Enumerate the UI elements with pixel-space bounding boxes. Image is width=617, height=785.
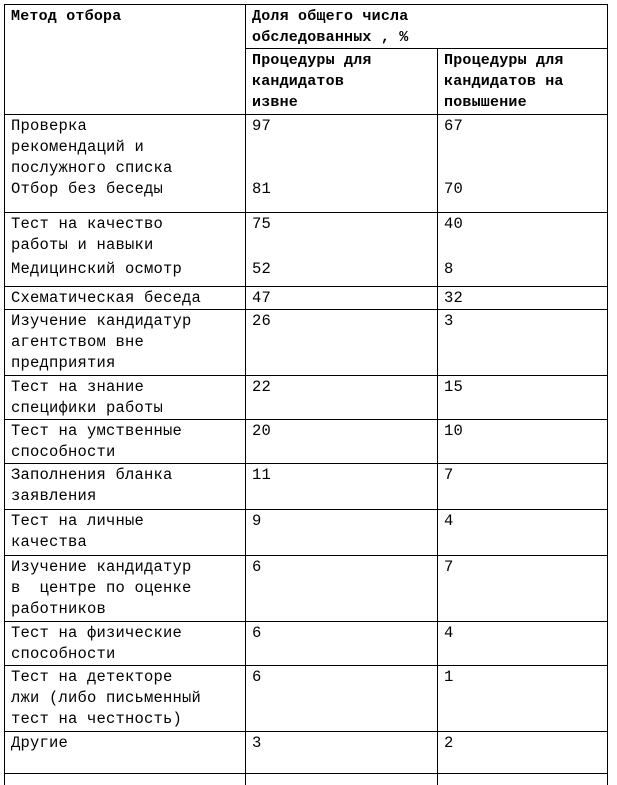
- promotion-value-cell: [438, 622, 608, 666]
- external-value: 75: [252, 215, 272, 233]
- method-text: Изучение кандидатур: [11, 312, 192, 330]
- promotion-value-cell: [438, 464, 608, 510]
- method-text: специфики работы: [11, 399, 164, 417]
- promotion-value-cell: [438, 666, 608, 732]
- table-row: [5, 556, 608, 622]
- external-value: 97: [252, 117, 272, 135]
- promotion-value: 15: [444, 378, 464, 396]
- promotion-value-cell: [438, 376, 608, 420]
- header-share: [246, 5, 608, 49]
- external-value: 6: [252, 558, 262, 576]
- empty-cell: [246, 774, 438, 785]
- method-cell: [5, 287, 246, 310]
- method-text: Заполнения бланка: [11, 466, 173, 484]
- method-cell: [5, 666, 246, 732]
- method-text: качества: [11, 533, 88, 551]
- header-external-line: Процедуры для: [252, 52, 372, 69]
- method-text: заявления: [11, 487, 97, 505]
- external-value-cell: [246, 732, 438, 774]
- header-row: [5, 5, 608, 49]
- promotion-value: 7: [444, 466, 454, 484]
- method-text: Другие: [11, 734, 69, 752]
- external-value: 52: [252, 260, 272, 278]
- promotion-value-cell: [438, 213, 608, 287]
- header-external-line: извне: [252, 94, 299, 111]
- method-text: Проверка: [11, 117, 88, 135]
- table-row: [5, 510, 608, 556]
- method-text: способности: [11, 443, 116, 461]
- table-row: [5, 310, 608, 376]
- table-row: [5, 464, 608, 510]
- header-promotion-line: кандидатов на: [444, 73, 564, 90]
- external-value: 3: [252, 734, 262, 752]
- external-value-cell: [246, 666, 438, 732]
- header-promotion-line: Процедуры для: [444, 52, 564, 69]
- promotion-value: 67: [444, 117, 464, 135]
- method-text: Изучение кандидатур: [11, 558, 192, 576]
- header-external: [246, 49, 438, 115]
- table-row-empty: [5, 774, 608, 785]
- method-cell: [5, 732, 246, 774]
- method-text: Тест на физические: [11, 624, 183, 642]
- method-cell: [5, 622, 246, 666]
- method-cell: [5, 556, 246, 622]
- promotion-value: 3: [444, 312, 454, 330]
- header-external-line: кандидатов: [252, 73, 345, 90]
- promotion-value-cell: [438, 420, 608, 464]
- header-method-label: Метод отбора: [11, 8, 122, 25]
- method-text: агентством вне: [11, 333, 145, 351]
- empty-cell: [5, 774, 246, 785]
- external-value: 20: [252, 422, 272, 440]
- promotion-value: 4: [444, 624, 454, 642]
- table-row: [5, 376, 608, 420]
- promotion-value: 40: [444, 215, 464, 233]
- table-row: [5, 287, 608, 310]
- method-text: Тест на умственные: [11, 422, 183, 440]
- external-value-cell: [246, 310, 438, 376]
- header-method: [5, 5, 246, 115]
- external-value: 22: [252, 378, 272, 396]
- external-value-cell: [246, 287, 438, 310]
- table-row: [5, 732, 608, 774]
- external-value: 6: [252, 624, 262, 642]
- method-cell: [5, 464, 246, 510]
- promotion-value: 1: [444, 668, 454, 686]
- method-text: работников: [11, 600, 107, 618]
- method-text: рекомендаций и: [11, 138, 145, 156]
- method-text: Отбор без беседы: [11, 180, 164, 198]
- method-text: Тест на качество: [11, 215, 164, 233]
- method-cell: [5, 420, 246, 464]
- table-row: [5, 213, 608, 287]
- method-cell: [5, 213, 246, 287]
- method-cell: [5, 115, 246, 213]
- promotion-value: 2: [444, 734, 454, 752]
- header-promotion-line: повышение: [444, 94, 527, 111]
- external-value-cell: [246, 376, 438, 420]
- promotion-value-cell: [438, 115, 608, 213]
- table-row: [5, 666, 608, 732]
- header-share-line2: обследованных , %: [252, 29, 409, 46]
- promotion-value: 32: [444, 289, 464, 307]
- promotion-value-cell: [438, 556, 608, 622]
- method-cell: [5, 510, 246, 556]
- promotion-value-cell: [438, 732, 608, 774]
- promotion-value: 8: [444, 260, 454, 278]
- table-row: [5, 420, 608, 464]
- table-row: [5, 115, 608, 213]
- promotion-value: 70: [444, 180, 464, 198]
- method-cell: [5, 310, 246, 376]
- method-text: лжи (либо письменный: [11, 689, 202, 707]
- promotion-value-cell: [438, 510, 608, 556]
- promotion-value-cell: [438, 310, 608, 376]
- method-text: Схематическая беседа: [11, 289, 202, 307]
- method-text: Тест на детекторе: [11, 668, 173, 686]
- external-value: 81: [252, 180, 272, 198]
- method-text: Тест на личные: [11, 512, 145, 530]
- external-value-cell: [246, 510, 438, 556]
- method-text: предприятия: [11, 354, 116, 372]
- external-value-cell: [246, 213, 438, 287]
- promotion-value: 7: [444, 558, 454, 576]
- external-value-cell: [246, 115, 438, 213]
- method-text: способности: [11, 645, 116, 663]
- external-value: 6: [252, 668, 262, 686]
- method-text: в центре по оценке: [11, 579, 192, 597]
- external-value: 11: [252, 466, 272, 484]
- method-text: Тест на знание: [11, 378, 145, 396]
- header-share-line1: Доля общего числа: [252, 8, 409, 25]
- selection-methods-table: [4, 4, 608, 785]
- external-value: 47: [252, 289, 272, 307]
- empty-cell: [438, 774, 608, 785]
- external-value: 9: [252, 512, 262, 530]
- method-cell: [5, 376, 246, 420]
- external-value-cell: [246, 464, 438, 510]
- method-text: тест на честность): [11, 710, 183, 728]
- promotion-value: 10: [444, 422, 464, 440]
- method-text: Медицинский осмотр: [11, 260, 183, 278]
- method-text: послужного списка: [11, 159, 173, 177]
- external-value: 26: [252, 312, 272, 330]
- external-value-cell: [246, 420, 438, 464]
- promotion-value: 4: [444, 512, 454, 530]
- external-value-cell: [246, 556, 438, 622]
- method-text: работы и навыки: [11, 236, 154, 254]
- table-row: [5, 622, 608, 666]
- promotion-value-cell: [438, 287, 608, 310]
- external-value-cell: [246, 622, 438, 666]
- header-promotion: [438, 49, 608, 115]
